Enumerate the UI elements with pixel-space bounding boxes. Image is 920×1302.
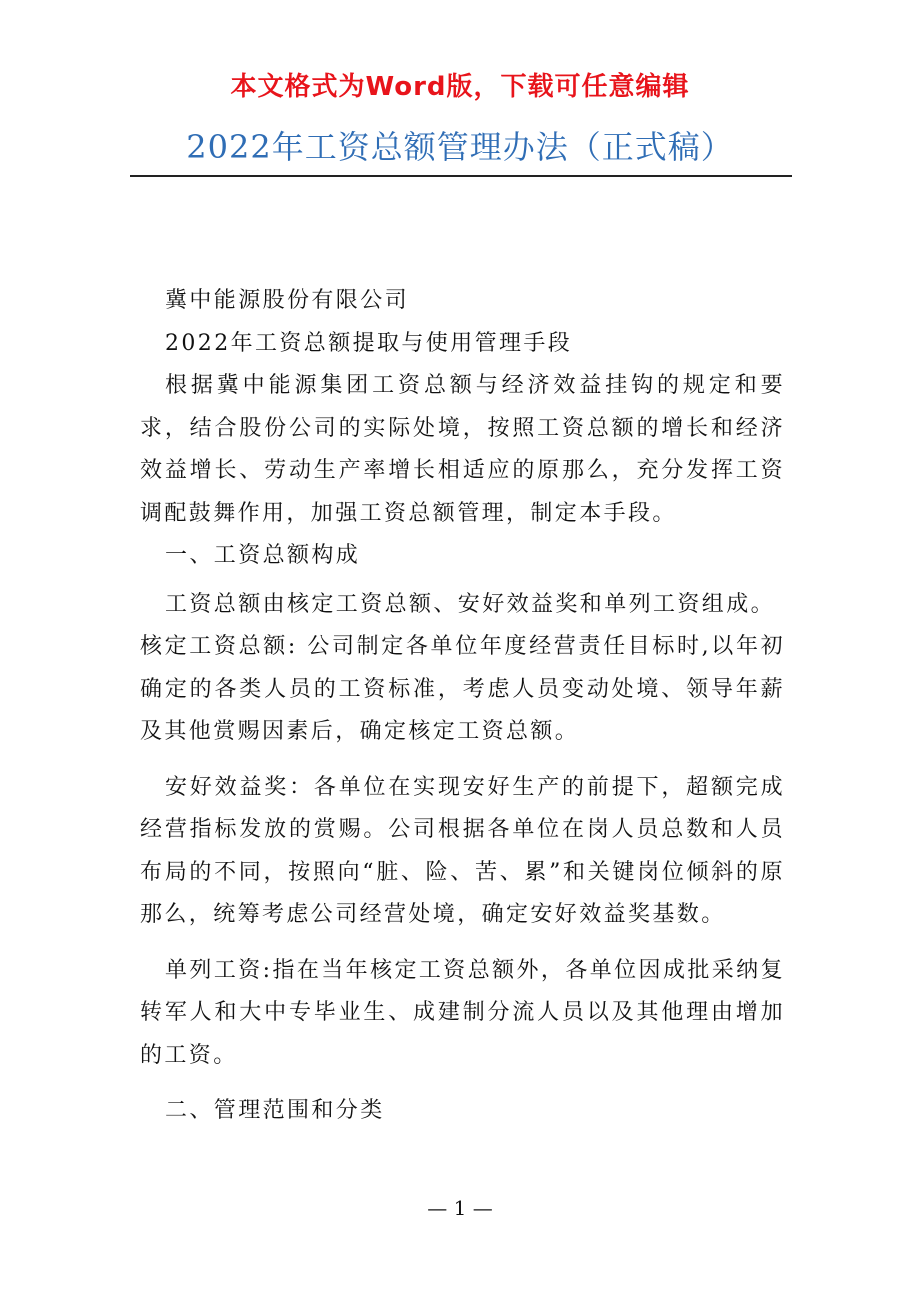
section-heading-1: 一、工资总额构成 — [165, 543, 361, 568]
edit-notice: 本文格式为Word版，下载可任意编辑 — [230, 72, 690, 102]
core-wage-paragraph: 核定工资总额: 公司制定各单位年度经营责任目标时,以年初确定的各类人员的工资标准，考虑人员变动处境、领导年薪及其他赏赐因素后，确定核定工资总额。 — [140, 634, 785, 744]
page-number: — 1 — — [427, 1196, 493, 1220]
composition-paragraph: 工资总额由核定工资总额、安好效益奖和单列工资组成。 — [165, 591, 776, 617]
section-heading-2: 二、管理范围和分类 — [165, 1098, 385, 1123]
safety-bonus-paragraph: 安好效益奖：各单位在实现安好生产的前提下，超额完成经营指标发放的赏赐。公司根据各单位在岗人员总数和人员布局的不同，按照向“脏、险、苦、累”和关键岗位倾斜的原那么，统筹考虑公司经营处境，确定安好效益奖基数。 — [140, 774, 785, 927]
document-title: 2022年工资总额管理办法（正式稿） — [186, 128, 734, 166]
document-body — [140, 280, 785, 1133]
title-divider — [130, 175, 792, 177]
separate-wage-paragraph: 单列工资:指在当年核定工资总额外，各单位因成批采纳复转军人和大中专毕业生、成建制分流人员以及其他理由增加的工资。 — [140, 957, 785, 1068]
subject-line: 2022年工资总额提取与使用管理手段 — [165, 330, 573, 356]
company-name: 冀中能源股份有限公司 — [165, 288, 410, 313]
intro-paragraph: 根据冀中能源集团工资总额与经济效益挂钩的规定和要求，结合股份公司的实际处境，按照工资总额的增长和经济效益增长、劳动生产率增长相适应的原那么，充分发挥工资调配鼓舞作用，加强工资总额管理，制定本手段。 — [140, 373, 785, 526]
